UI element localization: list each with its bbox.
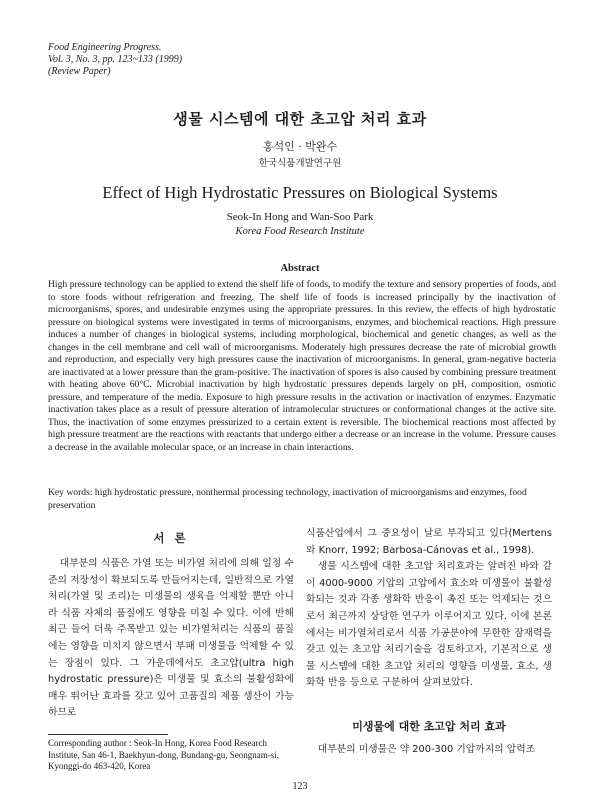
abstract-text: High pressure technology can be applied to extend the shelf life of foods, to modify the texture and sensory properties of foods, and to store foods without refrigeration and freezing. The shelf life of foods is increased principally by the inactivation of microorganisms, spores, and undesirable enzymes using the appropriate pressures. In this review, the effects of high hydrostatic pressure on biological systems were investigated in terms of microorganisms, enzymes, and biochemical reactions. High pressure induces a number of changes in biological systems, including morphological, biochemical and genetic changes, as well as the changes in the cell membrane and cell wall of microorganisms. Moderately high pressures decrease the rate of microbial growth and reproduction, and especially very high pressures cause the inactivation of microorganisms. In general, gram-negative bacteria are inactivated at a lower pressure than the gram-positive. The inactivation of spores is also caused by combining pressure treatment with heating above 60°C. Microbial inactivation by high hydrostatic pressures depends largely on pH, composition, osmotic pressure, and temperature of the media. Exposure to high pressure results in the activation or inactivation of enzymes. Enzymatic inactivation takes place as a result of pressure alteration of intramolecular structures or conformational changes at the active site. Thus, the inactivation of some enzymes pressurized to a certain extent is reversible. The biochemical reactions most affected by high pressure treatment are the reactions with reactants that undergo either a decrease or an increase in the volume. Pressure causes a decrease in the available molecular space, or an increase in chain interactions.: [48, 279, 556, 453]
section-heading-introduction: 서 론: [153, 531, 189, 545]
page-number: 123: [292, 781, 308, 792]
corresponding-author-footnote: Corresponding author : Seok-In Hong, Korea Food Research Institute, San 46-1, Baekhyun-dong, Bundang-gu, Seongnam-si, Kyonggi-do 463-420, Korea: [48, 738, 279, 771]
footnote-divider: [48, 734, 168, 735]
paper-type: (Review Paper): [48, 66, 111, 77]
journal-volume: Vol. 3, No. 3, pp. 123~133 (1999): [48, 54, 183, 65]
intro-right-column: [306, 526, 552, 692]
intro-paragraph-2: 생물 시스템에 대한 초고압 처리효과는 알려진 바와 같이 4000-9000 기압의 고압에서 효소와 미생물이 불활성화되는 것과 각종 생화학 반응이 촉진 또는 억제되는 것으로서 최근까지 상당한 연구가 이루어지고 있다. 이에 본론에서는 비가열처리로서 식품 가공분야에 무한한 잠재력을 갖고 있는 초고압 처리기술을 검토하고자, 기본적으로 생물 시스템에 대한 초고압 처리의 영향을 미생물, 효소, 생화학 반응 등으로 구분하여 살펴보았다.: [306, 561, 552, 689]
intro-left-column: [48, 556, 294, 722]
journal-info: [48, 42, 182, 78]
title-english: Effect of High Hydrostatic Pressures on Biological Systems: [102, 183, 498, 202]
affiliation-english: Korea Food Research Institute: [235, 226, 365, 237]
title-korean: 생물 시스템에 대한 초고압 처리 효과: [173, 110, 427, 128]
keywords: Key words: high hydrostatic pressure, nonthermal processing technology, inactivation of microorganisms and enzymes, food preservation: [48, 487, 527, 511]
journal-name: Food Engineering Progress.: [48, 42, 162, 53]
section-heading-microorganisms: 미생물에 대한 초고압 처리 효과: [352, 720, 506, 733]
abstract-heading: Abstract: [280, 263, 320, 274]
authors-korean: 홍석인 · 박완수: [262, 140, 338, 153]
intro-paragraph: 대부분의 식품은 가열 또는 비가열 처리에 의해 일정 수준의 저장성이 확보되도록 만들어지는데, 일반적으로 가열처리(가열 및 조리)는 미생물의 생육을 억제할 뿐만 아니라 식품 자체의 품질에도 영향을 미칠 수 있다. 이에 반해 최근 들어 더욱 주목받고 있는 비가열처리는 식품의 품질에는 영향을 미치지 않으면서 부패 미생물을 억제할 수 있는 장점이 있다. 그 가운데에서도 초고압(ultra high hydrostatic pressure)은 미생물 및 효소의 불활성화에 매우 뛰어난 효과를 갖고 있어 고품질의 제품 생산이 가능하므로: [48, 558, 294, 719]
intro-paragraph-continued: 식품산업에서 그 중요성이 날로 부각되고 있다(Mertens와 Knorr, 1992; Barbosa-Cánovas et al., 1998).: [306, 528, 552, 556]
authors-english: Seok-In Hong and Wan-Soo Park: [226, 211, 374, 223]
affiliation-korean: 한국식품개발연구원: [258, 158, 342, 169]
microbe-paragraph-start: 대부분의 미생물은 약 200-300 기압까지의 압력조: [317, 744, 536, 755]
